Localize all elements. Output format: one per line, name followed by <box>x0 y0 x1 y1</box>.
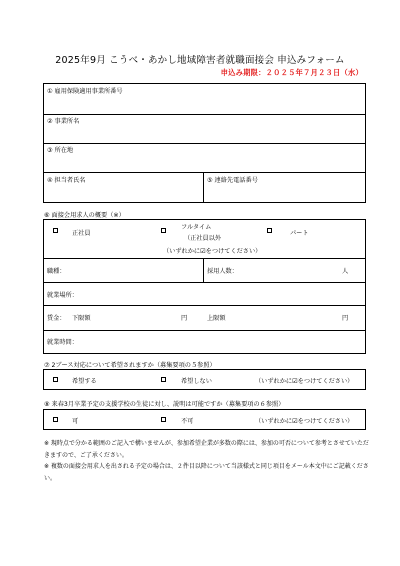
address-field[interactable]: ③ 所在地 <box>47 147 74 154</box>
part-label: パート <box>290 230 309 237</box>
seishain-label: 正社員 <box>72 230 91 237</box>
fulltime-checkbox[interactable] <box>161 228 166 233</box>
explain-yes-checkbox[interactable] <box>53 417 58 422</box>
company-name-field[interactable]: ② 事業所名 <box>47 118 80 125</box>
wage-upper-label: 上限額 <box>207 315 226 322</box>
fulltime-sub-label: （正社員以外 <box>184 235 222 242</box>
headcount-unit: 人 <box>342 268 349 275</box>
phone-field[interactable]: ⑤ 連絡先電話番号 <box>207 177 258 184</box>
explain-no-checkbox[interactable] <box>161 417 166 422</box>
deadline-notice: 申込み期限：２０２５年７月２３日（水） <box>220 68 363 77</box>
form-title: 2025年9月 こうべ・あかし地域障害者就職面接会 申込みフォーム <box>55 55 345 66</box>
basic-info-table <box>43 83 366 203</box>
part-checkbox[interactable] <box>267 228 272 233</box>
booth-yes-checkbox[interactable] <box>53 377 58 382</box>
booth-yes-label: 希望する <box>72 378 97 385</box>
headcount-field[interactable]: 採用人数： <box>207 268 238 275</box>
wage-label: 賃金： <box>47 315 66 322</box>
job-summary-table <box>43 219 366 354</box>
wage-lower-label: 下限額 <box>72 315 91 322</box>
fulltime-label: フルタイム <box>181 224 212 231</box>
section8-heading: ⑧ 来春3月卒業予定の支援学校の生徒に対し、説明は可能ですか（募集要項の６参照） <box>44 401 285 408</box>
workplace-field[interactable]: 就業場所： <box>47 292 78 299</box>
explain-hint: （いずれかに☑をつけてください） <box>255 418 354 425</box>
contact-name-field[interactable]: ④ 担当者氏名 <box>47 177 86 184</box>
seishain-checkbox[interactable] <box>53 228 58 233</box>
explain-yes-label: 可 <box>72 418 79 425</box>
note-1: ※ 現時点で分かる範囲のご記入で構いませんが、参加希望企業が多数の際には、参加の可否について参考とさせていただきますので、ご了承ください。 <box>44 440 369 459</box>
check-hint: （いずれかに☑をつけてください） <box>163 248 262 255</box>
section7-heading: ⑦ 2ブース対応について希望されますか（募集要項の５参照） <box>44 362 216 369</box>
job-type-field[interactable]: 職種： <box>47 268 66 275</box>
office-number-field[interactable]: ① 雇用保険適用事業所番号 <box>47 88 123 95</box>
wage-upper-yen: 円 <box>342 315 349 322</box>
booth-no-checkbox[interactable] <box>161 377 166 382</box>
wage-lower-yen: 円 <box>181 315 188 322</box>
explain-no-label: 不可 <box>181 418 194 425</box>
booth-hint: （いずれかに☑をつけてください） <box>255 378 354 385</box>
working-hours-field[interactable]: 就業時間： <box>47 339 78 346</box>
two-booth-row <box>43 369 366 390</box>
school-explanation-row <box>43 409 366 430</box>
note-2: ※ 複数の面接会用求人を出される予定の場合は、２件目以降について当該様式と同じ項目をメール本文中にご記載ください。 <box>44 463 369 482</box>
section6-heading: ⑥ 面接会用求人の概要（※） <box>44 212 125 219</box>
booth-no-label: 希望しない <box>181 378 212 385</box>
